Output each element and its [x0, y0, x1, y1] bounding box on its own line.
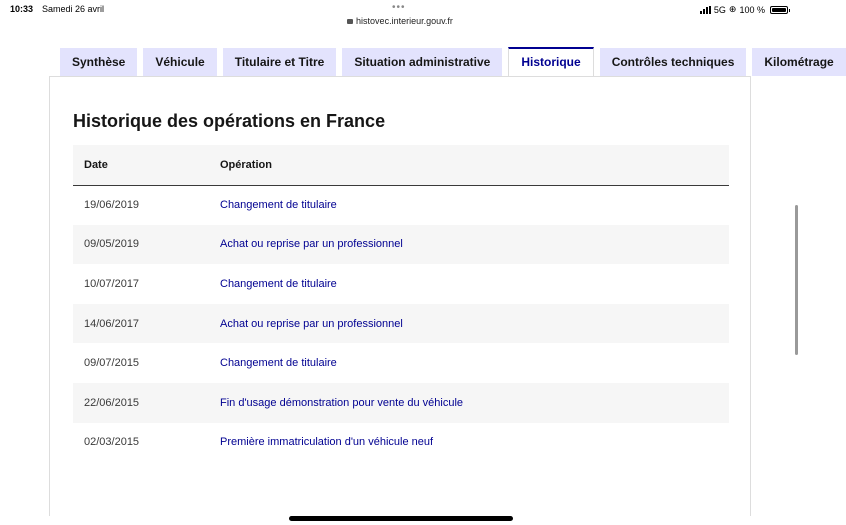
table-row	[73, 383, 729, 423]
row-date: 09/07/2015	[84, 357, 140, 370]
tab-synthese[interactable]: Synthèse	[60, 48, 137, 76]
address-bar[interactable]	[0, 16, 800, 26]
row-operation-link[interactable]: Première immatriculation d'un véhicule neuf	[220, 436, 434, 449]
status-bar	[0, 0, 800, 30]
table-row	[73, 343, 729, 383]
row-date: 19/06/2019	[84, 199, 140, 212]
battery-icon	[770, 6, 788, 14]
tab-situation-administrative[interactable]: Situation administrative	[342, 48, 502, 76]
lock-icon	[347, 19, 353, 24]
tab-bar	[60, 47, 834, 77]
tab-historique[interactable]: Historique	[508, 47, 593, 77]
historique-panel	[49, 76, 751, 516]
table-header-row	[73, 145, 729, 185]
orientation-lock-icon: ⊕	[728, 4, 737, 14]
table-row	[73, 264, 729, 304]
row-date: 02/03/2015	[84, 436, 140, 449]
row-date: 14/06/2017	[73, 304, 220, 344]
multitasking-dots-icon[interactable]: •••	[392, 2, 406, 13]
row-date: 22/06/2015	[73, 383, 220, 423]
table-row	[73, 423, 729, 463]
table-row	[73, 185, 729, 225]
tab-vehicule[interactable]: Véhicule	[143, 48, 216, 76]
row-operation-link[interactable]: Changement de titulaire	[220, 277, 337, 290]
row-operation-link[interactable]: Achat ou reprise par un professionnel	[220, 304, 729, 344]
column-header-date: Date	[73, 145, 220, 185]
status-date: Samedi 26 avril	[42, 4, 105, 14]
row-operation-link[interactable]: Changement de titulaire	[220, 357, 337, 370]
row-date: 10/07/2017	[84, 277, 140, 290]
row-operation-link[interactable]: Changement de titulaire	[220, 199, 337, 212]
network-label: 5G	[713, 4, 726, 15]
tab-titulaire-et-titre[interactable]: Titulaire et Titre	[223, 48, 337, 76]
battery-percent: 100 %	[739, 4, 765, 15]
row-date: 09/05/2019	[73, 225, 220, 265]
home-indicator[interactable]	[289, 516, 513, 521]
signal-icon	[700, 6, 711, 14]
tab-kilometrage[interactable]: Kilométrage	[752, 48, 845, 76]
column-header-operation: Opération	[220, 145, 729, 185]
status-indicators	[700, 4, 788, 15]
page-title: Historique des opérations en France	[73, 111, 386, 131]
operations-table	[73, 145, 729, 462]
table-row	[73, 225, 729, 265]
table-row	[73, 304, 729, 344]
status-time: 10:33	[10, 4, 34, 14]
row-operation-link[interactable]: Achat ou reprise par un professionnel	[220, 225, 729, 265]
page-scrollbar[interactable]	[795, 205, 798, 355]
tab-controles-techniques[interactable]: Contrôles techniques	[600, 48, 747, 76]
address-url: histovec.interieur.gouv.fr	[356, 16, 453, 26]
row-operation-link[interactable]: Fin d'usage démonstration pour vente du véhicule	[220, 383, 729, 423]
